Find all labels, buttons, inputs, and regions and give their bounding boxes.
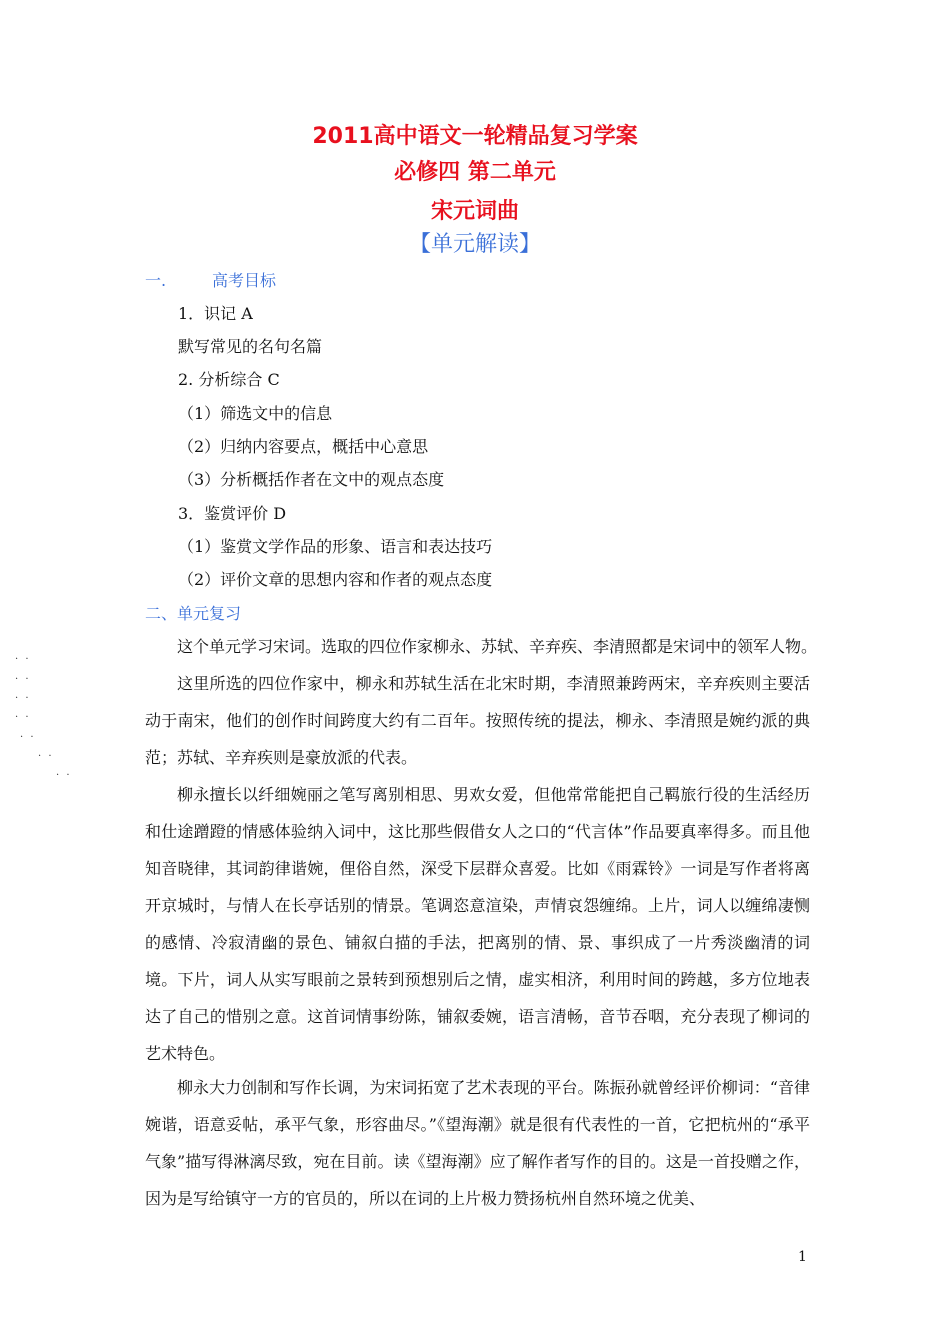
margin-mark: . . xyxy=(15,709,31,720)
margin-mark: . . xyxy=(38,748,54,759)
list-item: 2. 分析综合 C xyxy=(178,370,280,389)
margin-mark: . . xyxy=(15,651,31,662)
list-item: 3．鉴赏评价 D xyxy=(178,504,287,523)
document-title: 2011高中语文一轮精品复习学案 xyxy=(312,124,638,149)
list-item: （1）筛选文中的信息 xyxy=(178,404,333,423)
list-item: （1）鉴赏文学作品的形象、语言和表达技巧 xyxy=(178,537,493,556)
margin-mark: . . xyxy=(20,729,36,740)
margin-mark: . . xyxy=(15,671,31,682)
unit-title: 宋元词曲 xyxy=(430,199,519,224)
body-paragraph: 柳永大力创制和写作长调，为宋词拓宽了艺术表现的平台。陈振孙就曾经评价柳词：“音律婉谐，语意妥帖，承平气象，形容曲尽。”《望海潮》就是很有代表性的一首，它把杭州的“承平气象”描写得淋漓尽致，宛在目前。读《望海潮》应了解作者写作的目的。这是一首投赠之作，因为是写给镇守一方的官员的，所以在词的上片极力赞扬杭州自然环境之优美、 xyxy=(145,1078,810,1208)
list-item: （2）归纳内容要点，概括中心意思 xyxy=(178,437,429,456)
document-subtitle: 必修四 第二单元 xyxy=(394,160,556,185)
margin-mark: . . xyxy=(15,690,31,701)
unit-reading-heading: 【单元解读】 xyxy=(408,232,541,257)
body-paragraph: 这个单元学习宋词。选取的四位作家柳永、苏轼、辛弃疾、李清照都是宋词中的领军人物。 xyxy=(177,637,818,656)
body-paragraph: 这里所选的四位作家中，柳永和苏轼生活在北宋时期，李清照兼跨两宋，辛弃疾则主要活动于南宋，他们的创作时间跨度大约有二百年。按照传统的提法，柳永、李清照是婉约派的典范；苏轼、辛弃疾则是豪放派的代表。 xyxy=(145,674,810,767)
page-number: 1 xyxy=(798,1249,807,1265)
list-item: （2）评价文章的思想内容和作者的观点态度 xyxy=(178,570,493,589)
section2-title: 二、单元复习 xyxy=(145,604,242,623)
margin-mark: . . xyxy=(56,767,72,778)
list-item: 1．识记 A xyxy=(178,304,253,323)
body-paragraph: 柳永擅长以纤细婉丽之笔写离别相思、男欢女爱，但他常常能把自己羁旅行役的生活经历和仕途蹭蹬的情感体验纳入词中，这比那些假借女人之口的“代言体”作品要真率得多。而且他知音晓律，其词韵律谐婉，俚俗自然，深受下层群众喜爱。比如《雨霖铃》一词是写作者将离开京城时，与情人在长亭话别的情景。笔调恣意渲染，声情哀怨缠绵。上片，词人以缠绵凄恻的感情、冷寂清幽的景色、铺叙白描的手法，把离别的情、景、事织成了一片秀淡幽清的词境。下片，词人从实写眼前之景转到预想别后之情，虚实相济，利用时间的跨越，多方位地表达了自己的惜别之意。这首词情事纷陈，铺叙委婉，语言清畅，音节吞咽，充分表现了柳词的艺术特色。 xyxy=(145,785,810,1063)
section1-title: 高考目标 xyxy=(212,271,277,290)
section1-number: 一. xyxy=(145,271,167,290)
list-item: 默写常见的名句名篇 xyxy=(178,337,323,356)
list-item: （3）分析概括作者在文中的观点态度 xyxy=(178,470,445,489)
